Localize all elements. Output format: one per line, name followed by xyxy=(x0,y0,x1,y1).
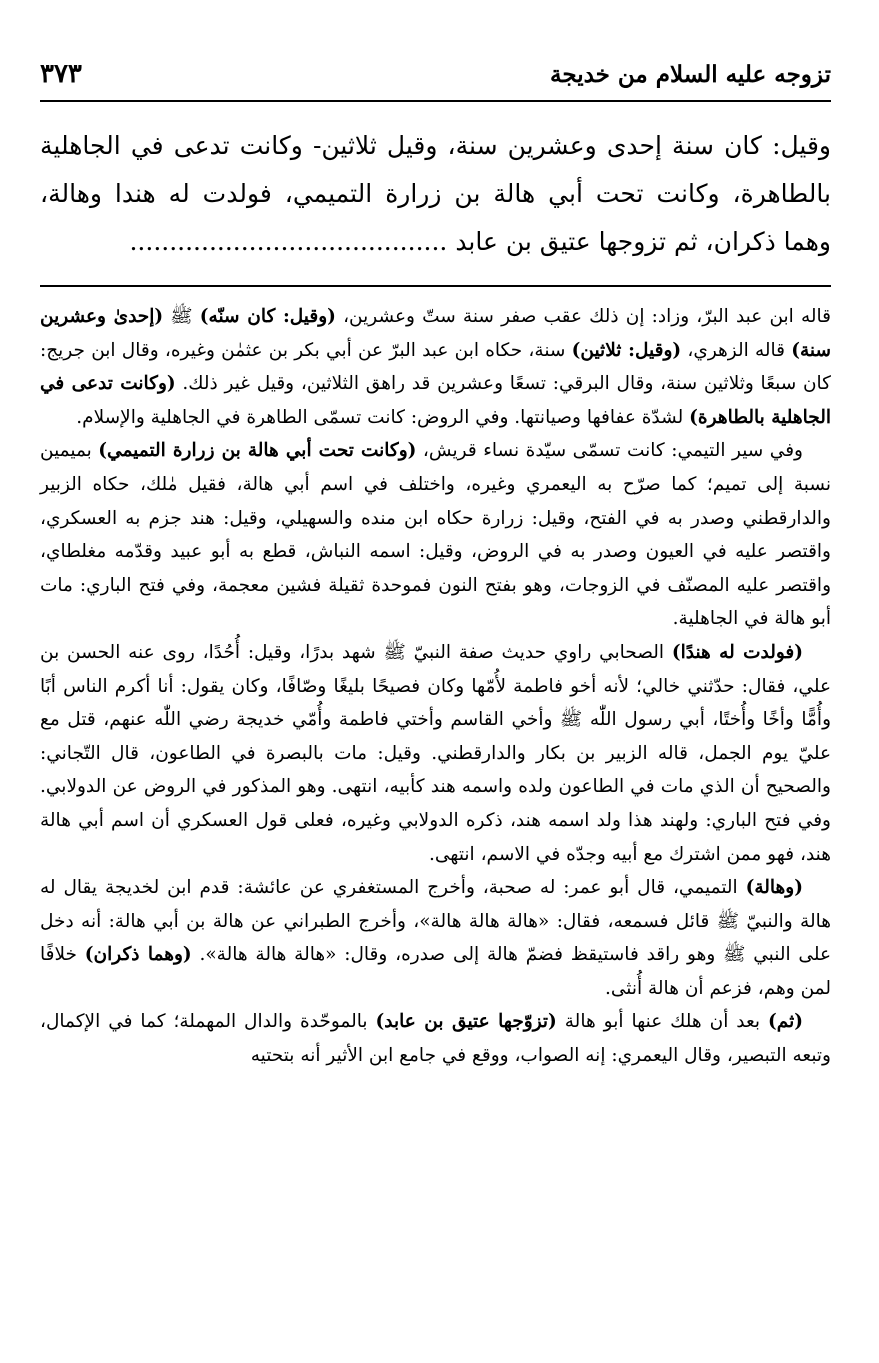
quoted-phrase: (وقيل: كان سنّه) xyxy=(199,306,336,327)
header-divider xyxy=(40,100,831,102)
commentary-text: سنة، حكاه ابن عبد البرّ عن أبي بكر بن عثمٰن وغيره، وقال ابن جريج: كان سبعًا وثلاثين سنة، وقال البرقي: تسعًا وعشرين قد راهق الثلاثين، وقيل غير ذلك. xyxy=(40,339,831,395)
quoted-phrase: (وهالة) xyxy=(745,877,803,899)
commentary-paragraph xyxy=(40,300,831,434)
dotted-fill: ........................................ xyxy=(129,227,448,256)
commentary-text: التميمي، قال أبو عمر: له صحبة، وأخرج المستغفري عن عائشة: قدم ابن لخديجة يقال له هالة والنبيّ ﷺ قائل فسمعه، فقال: «هالة هالة هالة»، وأخرج الطبراني عن هالة بن أبي هالة: أنه دخل على النبي ﷺ وهو راقد فاستيقظ فضمّ هالة إلى صدره، وقال: «هالة هالة هالة». xyxy=(40,877,831,966)
commentary-text: خلافًا لمن وهم، فزعم أن هالة أُنثى. xyxy=(40,944,831,999)
quoted-phrase: (وكانت تحت أبي هالة بن زرارة التميمي) xyxy=(98,440,417,462)
commentary-text: ﷺ xyxy=(163,306,200,327)
main-text-body: وقيل: كان سنة إحدى وعشرين سنة، وقيل ثلاثين- وكانت تدعى في الجاهلية بالطاهرة، وكانت تحت أبي هالة بن زرارة التميمي، فولدت له هندا وهالة، وهما ذكران، ثم تزوجها عتيق بن عابد xyxy=(40,131,831,256)
commentary-paragraph xyxy=(40,636,831,871)
running-header xyxy=(40,52,831,96)
page-number: ٣٧٣ xyxy=(40,59,82,89)
commentary-divider xyxy=(40,285,831,287)
commentary-text: قاله ابن عبد البرّ، وزاد: إن ذلك عقب صفر سنة ستّ وعشرين، xyxy=(335,306,831,327)
main-text xyxy=(40,122,831,266)
commentary-text: بميمين نسبة إلى تميم؛ كما صرّح به اليعمري وغيره، واختلف في اسم أبي هالة، فقيل مٰلك، حكاه الزبير والدارقطني وصدر به في الفتح، وقيل: زرارة حكاه ابن منده والسهيلي، وقيل: هند جزم به العسكري، واقتصر عليه في العيون وصدر به في الروض، وقيل: اسمه النباش، قطع به أبو عبيد وقدّمه مغلطاي، واقتصر عليه المصنّف في الزوجات، وهو بفتح النون فموحدة ثقيلة فشين معجمة، وفي فتح الباري: مات أبو هالة في الجاهلية. xyxy=(40,440,831,630)
quoted-phrase: (فولدت له هندًا) xyxy=(671,641,803,663)
commentary xyxy=(40,300,831,1073)
quoted-phrase: (ثم) xyxy=(768,1011,803,1033)
commentary-text: قاله الزهري، xyxy=(681,339,792,361)
commentary-text: وفي سير التيمي: كانت تسمّى سيّدة نساء قريش، xyxy=(416,440,803,462)
commentary-paragraph xyxy=(40,1005,831,1072)
commentary-paragraph xyxy=(40,434,831,636)
commentary-paragraph xyxy=(40,871,831,1005)
commentary-text: بالموحّدة والدال المهملة؛ كما في الإكمال، وتبعه التبصير، وقال اليعمري: إنه الصواب، ووقع في جامع ابن الأثير أنه بتحتيه xyxy=(40,1011,831,1067)
commentary-text: لشدّة عفافها وصيانتها. وفي الروض: كانت تسمّى الطاهرة في الجاهلية والإسلام. xyxy=(76,406,690,428)
commentary-text: الصحابي راوي حديث صفة النبيّ ﷺ شهد بدرًا، وقيل: أُحُدًا، روى عنه الحسن بن علي، فقال: حدّثني خالي؛ لأنه أخو فاطمة لأُمّها وكان فصيحًا بليغًا وصّافًا، وكان يقول: أنا أكرم الناس أبًا وأُمًّا وأخًا وأُختًا، أبي رسول اللّٰه ﷺ وأخي القاسم وأختي فاطمة وأُمّي خديجة رضي اللّٰه عنهم، قتل مع عليّ يوم الجمل، قاله الزبير بن بكار والدارقطني. وقيل: مات بالبصرة في الطاعون، قال التّجاني: والصحيح أن الذي مات في الطاعون ولده واسمه هند كأبيه، انتهى. وهو المذكور في الروض عن الدولابي. وفي فتح الباري: ولهند هذا ولد اسمه هند، ذكره الدولابي وغيره، فعلى قول العسكري أن اسم أبي هالة هند، فهو ممن اشترك مع أبيه وجدّه في الاسم، انتهى. xyxy=(40,641,831,865)
quoted-phrase: (وكانت تدعى في الجاهلية بالطاهرة) xyxy=(40,373,831,428)
quoted-phrase: (تزوّجها عتيق بن عابد) xyxy=(375,1011,557,1033)
commentary-text: بعد أن هلك عنها أبو هالة xyxy=(556,1011,769,1033)
quoted-phrase: (وقيل: ثلاثين) xyxy=(571,339,682,361)
quoted-phrase: (وهما ذكران) xyxy=(84,944,192,966)
quoted-phrase: (إحدىٰ وعشرين سنة) xyxy=(40,306,832,361)
chapter-title: تزوجه عليه السلام من خديجة xyxy=(550,60,831,88)
